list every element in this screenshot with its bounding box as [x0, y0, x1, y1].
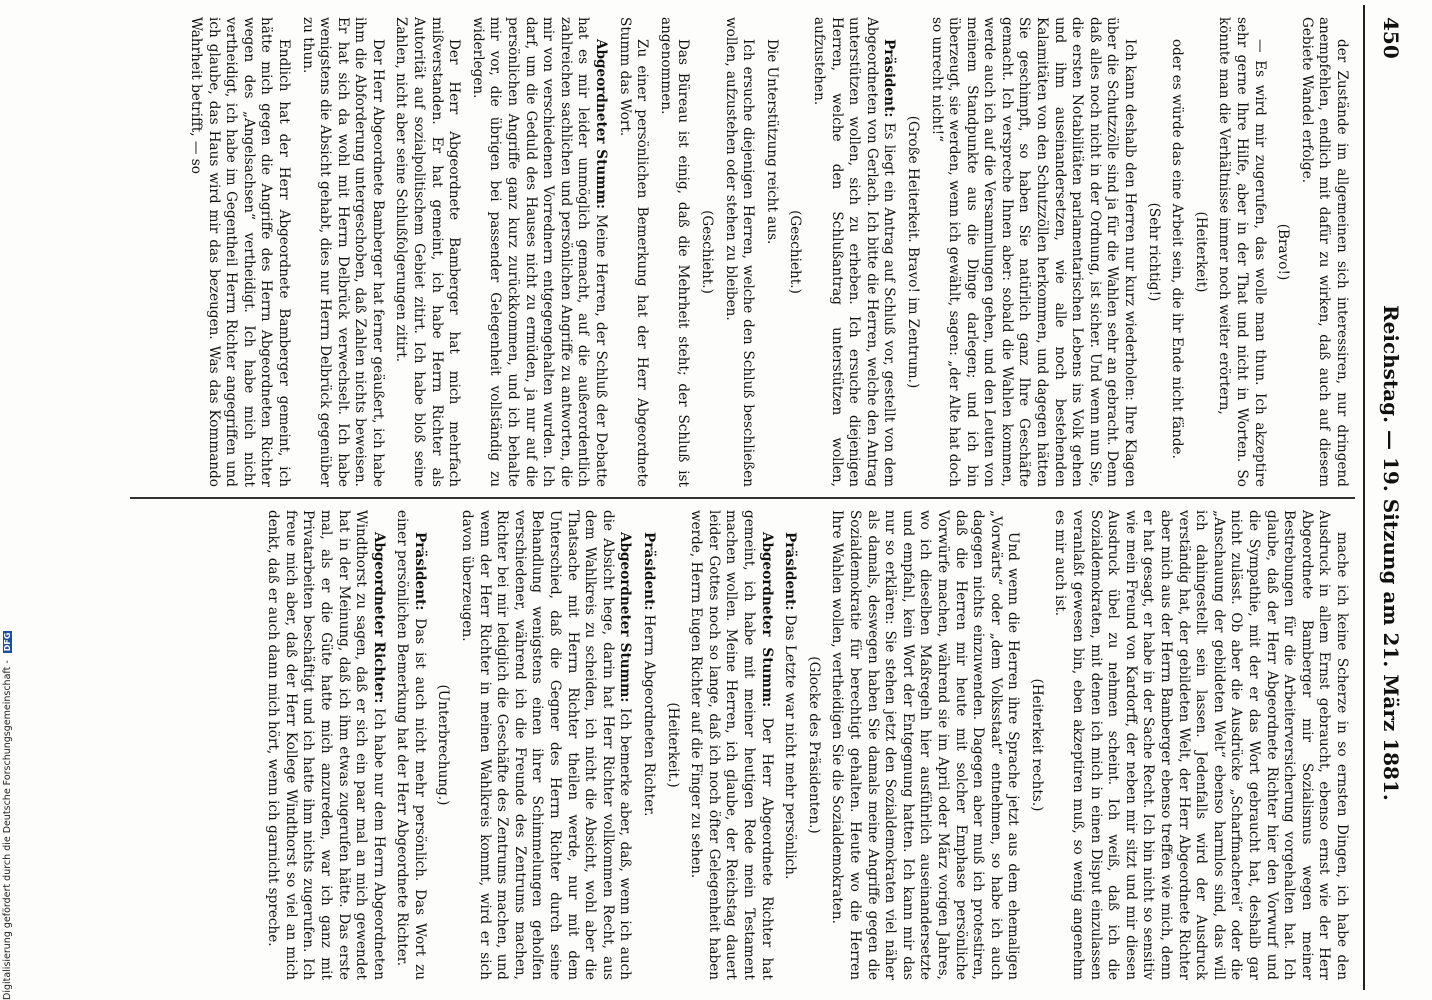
speaker-name: Abgeordneter Stumm:: [758, 532, 775, 708]
paragraph: Die Unterstützung reicht aus.: [763, 39, 780, 245]
paragraph: Abgeordneter Stumm: Der Herr Abgeordnete Richter hat gemeint, ich habe mit meiner heutigen Rede mein Testament machen wollen. Meine Herren, ich glaube, der Reichstag dauert leider Gottes noch so lange, daß ich noch öfter Gelegenheit haben werde, Herrn Eugen Richter auf die Finger zu sehen.: [688, 510, 775, 980]
rotated-page: [115, 5, 1405, 990]
paragraph: Abgeordneter Stumm: Meine Herren, der Schluß der Debatte hat es mir leider unmöglich gemacht, auf die außerordentlich zahlreichen sachlichen und persönlichen Angriffe zu antworten, die mir von verschiedenen Vorrednern entgegengehalten wurden. Ich darf, um die Geduld des Hauses nicht zu ermüden, ja nur auf die persönlichen Angriffe ganz kurz zurückkommen, und ich behalte mir vor, die übrigen bei passender Gelegenheit vollständig zu widerlegen.: [469, 17, 610, 487]
paragraph: Ich ersuche diejenigen Herren, welche den Schluß beschließen wollen, aufzustehen oder stehen zu bleiben.: [722, 17, 757, 487]
running-title: Reichstag. — 19. Sitzung am 21. März 1881.: [1379, 305, 1403, 801]
right-column: [130, 510, 1350, 980]
stage-direction: (Unterbrechung.): [435, 684, 452, 806]
speaker-name: Präsident:: [782, 532, 799, 611]
speaker-name: Abgeordneter Stumm:: [593, 39, 610, 210]
paragraph: Präsident: Das Letzte war nicht mehr persönlich.: [782, 532, 799, 880]
left-column: [130, 17, 1350, 487]
stage-direction: (Heiterkeit rechts.): [1028, 678, 1045, 812]
stage-direction: (Geschieht.): [787, 210, 804, 294]
stage-direction: (Heiterkeit.): [664, 702, 681, 788]
paragraph: Und wenn die Herren ihre Sprache jetzt aus dem ehemaligen „Vorwärts“ oder „dem Volksstaat“ entnehmen, so habe ich auch dagegen nichts einzuwenden. Dagegen aber muß ich protestiren, daß die Herren mir heute mit solcher Emphase persönliche Vorwürfe machen, während sie im April oder März vorigen Jahres, wo ich dieselben Maßregeln hier ausführlich auseinandersetzte und empfahl, kein Wort der Entgegnung hatten. Ich kann mir das nur so erklären: Sie stehen jetzt den Sozialdemokraten viel näher als damals, deswegen haben Sie damals meine Angriffe gegen die Sozialdemokratie für berechtigt gehalten. Heute wo die Herren Ihre Wahlen wollen, vertheidigen Sie die Sozialdemokraten.: [829, 510, 1022, 980]
running-header: [1365, 5, 1405, 990]
paragraph: Präsident: Das ist auch nicht mehr persönlich. Das Wort zu einer persönlichen Bemerkung hat der Herr Abgeordnete Richter.: [394, 510, 428, 980]
stage-direction: (Bravo!): [1275, 223, 1292, 281]
column-divider: [130, 497, 1355, 499]
speaker-name: Präsident:: [641, 532, 658, 611]
paragraph: Der Herr Abgeordnete Bamberger hat mich mehrfach mißverstanden. Er hat gemeint, ich habe Herrn Richter als Autorität auf sozialpolitischem Gebiet zitirt. Ich habe bloß seine Zahlen, nicht aber seine Schlußfolgerungen zitirt.: [393, 17, 463, 487]
stage-direction: (Große Heiterkeit. Bravo! im Zentrum.): [904, 115, 921, 389]
paragraph: oder es würde das eine Arbeit sein, die ihr Ende nicht fände.: [1169, 39, 1186, 459]
paragraph: Ich kann deshalb den Herren nur kurz wiederholen: Ihre Klagen über die Schutzzölle sind ja für die Wahlen sehr an gebracht. Denn daß alles noch nicht in der Ordnung, ist sicher. Und wenn nun Sie, die ersten Notabilitäten parlamentarischen Lebens ins Volk gehen und ihm auseinandersetzen, wie alle noch bestehenden Kalamitäten von den Schutzzöllen herkommen, und dagegen hätten Sie geschimpft, so haben Sie natürlich ganz Ihre Geschäfte gemacht. Ich verspreche Ihnen aber: sobald die Wahlen kommen, werde auch ich auf die Versammlungen gehen, und den Leuten von meinem Standpunkte aus die Dinge darlegen; und ich bin überzeugt, sie werden, wenn ich gewählt, sagen: „der Alte hat doch so unrecht nicht!“: [928, 17, 1139, 487]
stage-direction: (Heiterkeit): [1192, 211, 1209, 293]
paragraph: Abgeordneter Stumm: Ich bemerke aber, daß, wenn ich auch die Absicht hege, darin hat Herr Richter vollkommen Recht, aus dem Wahlkreis zu scheiden, ich nicht die Absicht, wohl aber die Thatsache mit Herrn Richter theilen werde, nur mit dem Unterschied, daß die Gegner des Herrn Richter durch seine Behandlung wenigstens einen ihrer Schimmelungen geholfen verschiedener, während ich die Freunde des Zentrums machen, Richter bei mir lediglich die Geschäfte des Zentrums machen, und wenn der Herr Richter in meinen Wahlkreis kommt, wird er sich davon überzeugen.: [459, 510, 634, 980]
speaker-name: Präsident:: [881, 39, 898, 118]
paragraph: — Es wird mir zugerufen, das wolle man thun. Ich akzeptire sehr gerne Ihre Hilfe, aber in der That und nicht in Worten. So könnte man die Verhältnisse immer noch weiter erörtern,: [1216, 17, 1268, 487]
header-rule: [1363, 5, 1365, 990]
stage-direction: (Geschieht.): [699, 210, 715, 294]
paragraph: Präsident: Es liegt ein Antrag auf Schluß vor, gestellt von dem Abgeordneten von Gerlach. Ich bitte die Herren, welche den Antrag unterstützen wollen, sich zu erheben. Ich ersuche diejenigen Herren, welche den Schlußantrag unterstützen wollen, aufzustehen.: [810, 17, 898, 487]
stage-direction: (Glocke des Präsidenten.): [805, 656, 822, 834]
paragraph: Zu einer persönlichen Bemerkung hat der Herr Abgeordnete Stumm das Wort.: [616, 17, 651, 487]
stage-direction: (Sehr richtig!): [1145, 202, 1162, 302]
paragraph: Endlich hat der Herr Abgeordnete Bamberger gemeint, ich hätte mich gegen die Angriffe des Herrn Abgeordneten Richter wegen des „Angelsachsen“ vertheidigt. Ich habe mich nicht vertheidigt, ich habe im Gegentheil Herrn Richter angegriffen und ich glaube, das Haus wird mir das bezeugen. Was das Kommando Wahrheit betrifft, — so: [187, 17, 292, 487]
speaker-name: Abgeordneter Richter:: [370, 532, 387, 704]
speaker-name: Abgeordneter Stumm:: [617, 532, 634, 703]
dfg-logo: DFG: [3, 632, 12, 652]
digitization-credit: [2, 0, 18, 1000]
paragraph: Abgeordneter Richter: Ich habe nur dem Herrn Abgeordneten Windthorst zu sagen, daß er sich ein paar mal an mich gewendet hat in der Meinung, daß ich ihm etwas zugerufen hätte. Das erste mal, als er die Güte hatte mich anzureden, war ich ganz mit Privatarbeiten beschäftigt und ich hatte ihm nichts zugerufen. Ich freue mich aber, daß der Herr Kollege Windthorst so viel an mich denkt, daß er auch dann mich hört, wenn ich garnicht spreche.: [265, 510, 387, 980]
paragraph: der Zustände im allgemeinen sich interessiren, nur dringend anempfehlen, endlich mit dafür zu wirken, daß auch auf diesem Gebiete Wandel erfolge.: [1298, 17, 1350, 487]
paragraph: Der Herr Abgeordnete Bamberger hat ferner geäußert, ich habe ihm die Abforderung untergeschoben, daß Zahlen nichts beweisen. Er hat sich da wohl mit Herrn Delbrück verwechselt. Ich habe wenigstens die Absicht gehabt, dies nur Herrn Delbrück gegenüber zu thun.: [299, 17, 386, 487]
paragraph: mache ich keine Scherze in so ernsten Dingen, ich habe den Ausdruck in allem Ernst gebraucht, ebenso ernst wie der Herr Abgeordnete Bamberger mir Sozialismus wegen meiner Bestrebungen für die Arbeiterversicherung vorgehalten hat. Ich glaube, daß der Herr Abgeordnete Richter hier den Vorwurf und die Sympathie, mit der er das Wort gebraucht hat, deshalb gar nicht zulässt. Ob aber die Ausdrücke „Scharfmacherei“ oder die „Anschauung der gebildeten Welt“ ebenso harmlos sind, das will ich dahingestellt sein lassen. Jedenfalls wird der Ausdruck verständig hat, der gebildeten Welt, der Herr Abgeordnete Richter aber mich aus der Herrn Bamberger ebenso treffen wie mich, denn er hat gesagt, er habe in der Sache Recht. Ich bin nicht so sensitiv wie mein Freund von Kardorff, der neben mir sitzt und mir diesen Ausdruck übel zu nehmen scheint. Ich weiß, daß ich die Sozialdemokraten, mit denen ich mich in einen Disput einzulassen veranlaßt gewesen bin, eben akzeptiren muß, so wenig angenehm es mir auch ist.: [1052, 510, 1350, 980]
paragraph: Präsident: Herrn Abgeordneten Richter.: [641, 532, 658, 817]
page-number: 450: [1379, 17, 1403, 59]
credit-text: Digitalisierung gefördert durch die Deutsche Forschungsgemeinschaft -: [2, 660, 13, 1000]
paragraph: Das Büreau ist einig, daß die Mehrheit steht; der Schluß ist angenommen.: [657, 17, 692, 487]
speaker-name: Präsident:: [411, 532, 428, 611]
